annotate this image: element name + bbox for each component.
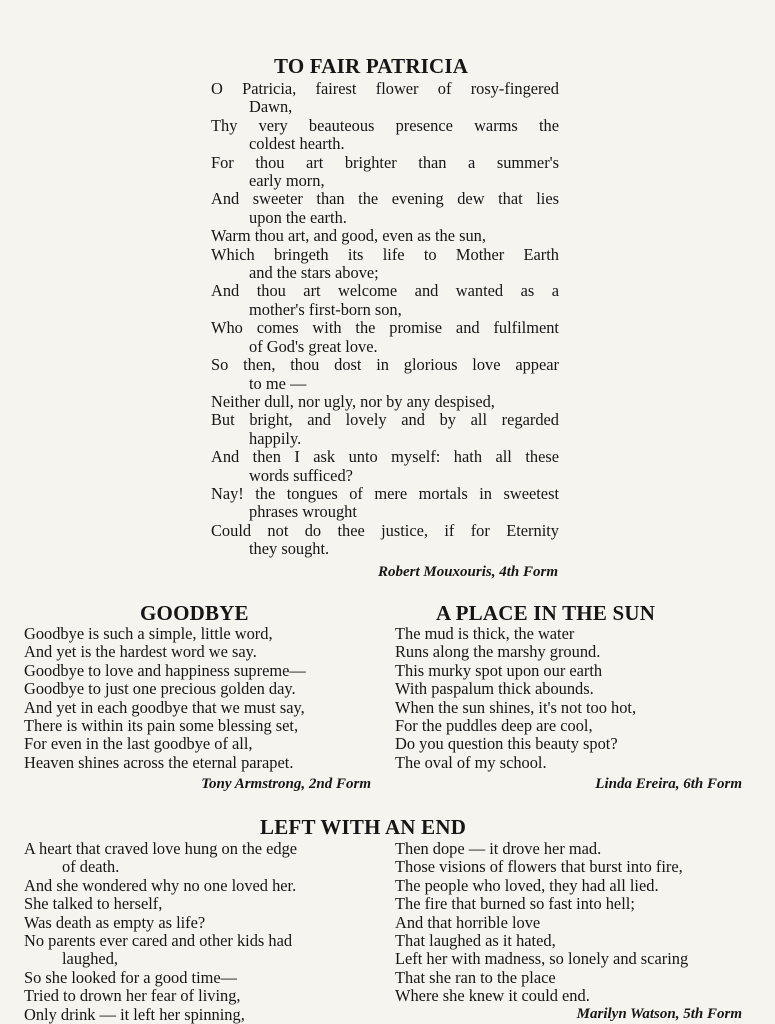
poem-line: The mud is thick, the water	[395, 624, 575, 643]
poem-line: For the puddles deep are cool,	[395, 716, 593, 736]
poem-line: Goodbye to love and happiness supreme—	[24, 660, 306, 680]
poem-line: There is within its pain some blessing set,	[24, 716, 299, 736]
poem-line: And yet in each goodbye that we must say,	[24, 697, 305, 717]
poem-line: The people who loved, they had all lied.	[395, 875, 659, 895]
poem-body-goodbye	[24, 625, 369, 772]
poem-author-goodbye: Tony Armstrong, 2nd Form	[201, 776, 371, 792]
poem-line: Dawn,	[249, 97, 293, 117]
poem-line: This murky spot upon our earth	[395, 660, 603, 680]
poem-line: of death.	[62, 857, 120, 877]
poem-line: The oval of my school.	[395, 752, 547, 772]
poem-line: Which bringeth its life to Mother Earth	[211, 244, 559, 264]
poem-body-place-in-the-sun	[395, 625, 715, 772]
poem-title-place-in-the-sun: A PLACE IN THE SUN	[436, 601, 656, 625]
poem-line: early morn,	[249, 171, 325, 191]
poem-line: Nay! the tongues of mere mortals in sweetest	[211, 483, 559, 503]
poem-line: Goodbye is such a simple, little word,	[24, 624, 273, 643]
poem-line: So she looked for a good time—	[24, 967, 238, 987]
poem-line: For thou art brighter than a summer's	[211, 152, 559, 172]
poem-line: And yet is the hardest word we say.	[24, 642, 257, 662]
poem-line: Who comes with the promise and fulfilment	[211, 318, 559, 338]
poem-line: they sought.	[249, 539, 330, 559]
poem-author-place-in-the-sun: Linda Ereira, 6th Form	[595, 776, 742, 792]
poem-line: Was death as empty as life?	[24, 912, 206, 932]
poem-line: laughed,	[62, 949, 118, 969]
poem-line: For even in the last goodbye of all,	[24, 734, 253, 754]
poem-line: Goodbye to just one precious golden day.	[24, 679, 296, 699]
poem-line: With paspalum thick abounds.	[395, 679, 594, 699]
poem-line: to me —	[249, 373, 307, 393]
poem-line: Runs along the marshy ground.	[395, 642, 601, 662]
poem-line: When the sun shines, it's not too hot,	[395, 697, 637, 717]
poem-line: happily.	[249, 428, 302, 448]
poem-line: Tried to drown her fear of living,	[24, 986, 241, 1006]
poem-author-left-with-an-end: Marilyn Watson, 5th Form	[576, 1006, 742, 1022]
poem-line: O Patricia, fairest flower of rosy-fingered	[211, 79, 559, 98]
poem-line: Only drink — it left her spinning,	[24, 1004, 245, 1024]
poem-line: Could not do thee justice, if for Eternity	[211, 520, 559, 540]
poem-line: Heaven shines across the eternal parapet.	[24, 752, 294, 772]
poem-line: That she ran to the place	[395, 967, 556, 987]
poem-line: Then dope — it drove her mad.	[395, 839, 602, 858]
poem-line: Where she knew it could end.	[395, 986, 590, 1006]
poem-body-left-with-an-end-right	[395, 840, 745, 1006]
poem-title-left-with-an-end: LEFT WITH AN END	[260, 815, 467, 839]
poem-line: Those visions of flowers that burst into fire,	[395, 857, 683, 877]
poem-line: And thou art welcome and wanted as a	[211, 281, 559, 301]
poem-line: Left her with madness, so lonely and scaring	[395, 949, 689, 969]
poem-title-fair-patricia: TO FAIR PATRICIA	[274, 54, 469, 78]
poem-line: A heart that craved love hung on the edge	[24, 839, 298, 858]
poem-line: Do you question this beauty spot?	[395, 734, 618, 754]
poem-body-left-with-an-end-left	[24, 840, 374, 1024]
poem-line: So then, thou dost in glorious love appear	[211, 355, 559, 375]
poem-line: And sweeter than the evening dew that lies	[211, 189, 559, 209]
poem-line: No parents ever cared and other kids had	[24, 931, 293, 951]
poem-line: Thy very beauteous presence warms the	[211, 115, 559, 135]
poem-line: And then I ask unto myself: hath all these	[211, 447, 559, 467]
poem-line: and the stars above;	[249, 263, 379, 283]
poem-line: That laughed as it hated,	[395, 931, 556, 951]
poem-line: coldest hearth.	[249, 134, 345, 154]
poem-line: mother's first-born son,	[249, 299, 402, 319]
poem-line: And she wondered why no one loved her.	[24, 875, 297, 895]
poem-line: of God's great love.	[249, 336, 378, 356]
poem-body-fair-patricia	[211, 80, 559, 559]
poem-line: And that horrible love	[395, 912, 541, 932]
poem-title-goodbye: GOODBYE	[140, 601, 249, 625]
poem-line: But bright, and lovely and by all regarded	[211, 410, 559, 430]
poem-line: phrases wrought	[249, 502, 357, 522]
poem-line: The fire that burned so fast into hell;	[395, 894, 635, 914]
poem-line: Neither dull, nor ugly, nor by any despised,	[211, 391, 495, 411]
poem-line: She talked to herself,	[24, 894, 163, 914]
poem-line: words sufficed?	[249, 465, 353, 485]
poem-line: upon the earth.	[249, 207, 347, 227]
poem-author-fair-patricia: Robert Mouxouris, 4th Form	[377, 564, 558, 580]
poem-line: Warm thou art, and good, even as the sun,	[211, 226, 486, 246]
